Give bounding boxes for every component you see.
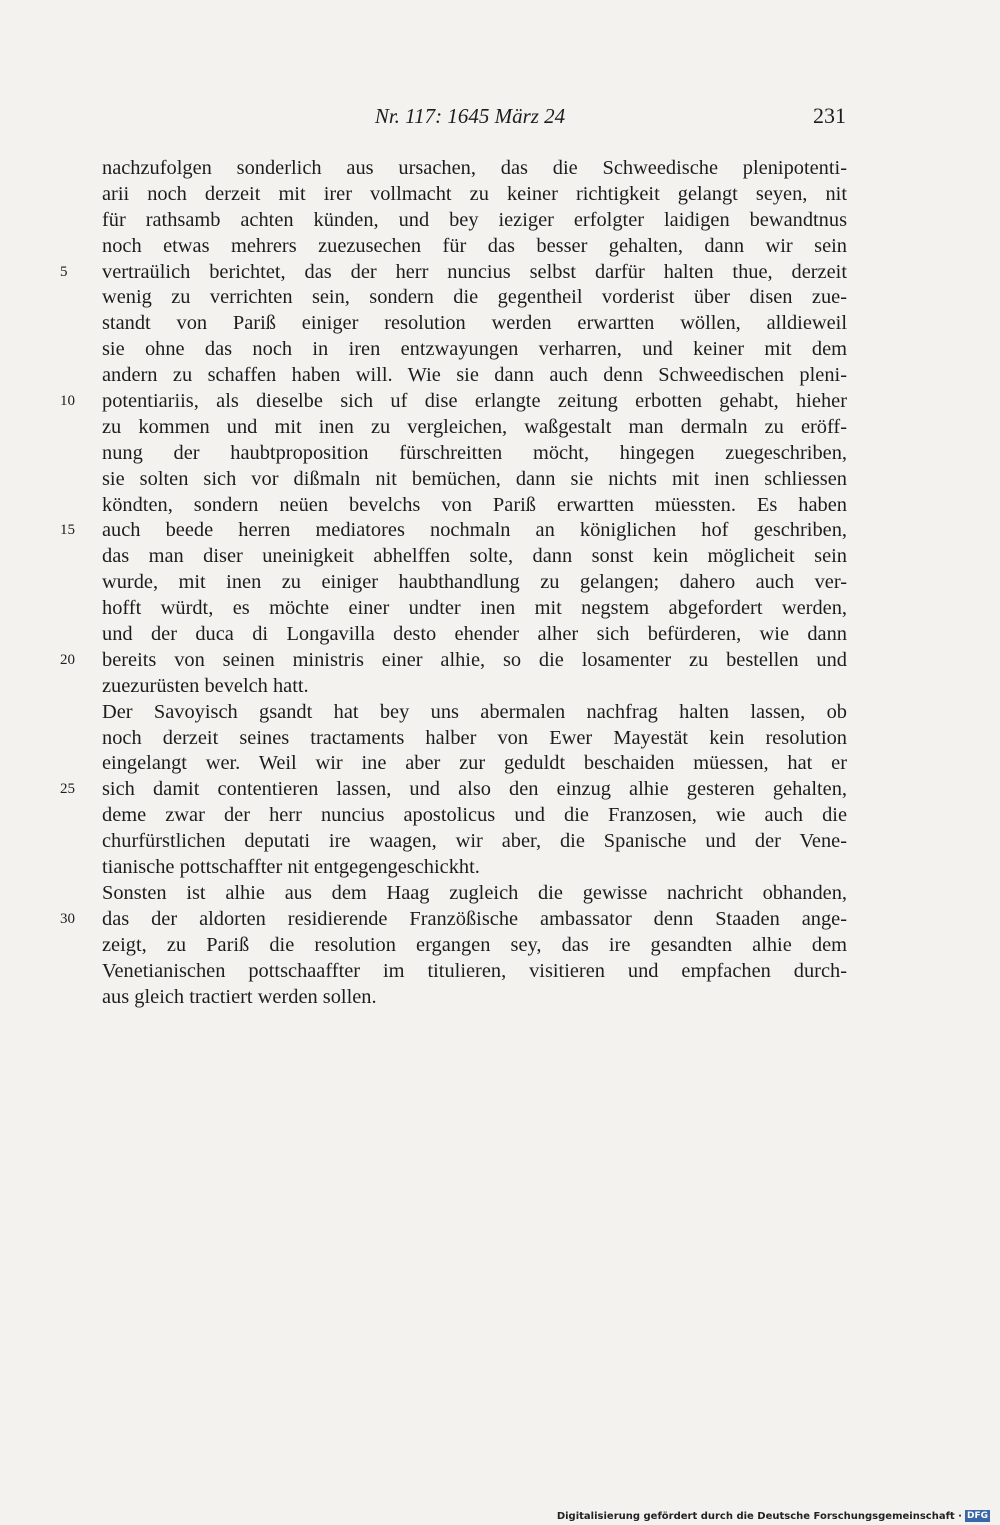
text-line	[0, 933, 1000, 959]
line-text: sie ohne das noch in iren entzwayungen verharren, und keiner mit dem	[102, 338, 847, 361]
text-line	[0, 726, 1000, 752]
line-number: 20	[60, 651, 75, 668]
text-line	[0, 881, 1000, 907]
text-line	[0, 985, 1000, 1011]
text-line	[0, 959, 1000, 985]
text-line	[0, 596, 1000, 622]
text-line	[0, 777, 1000, 803]
line-number: 30	[60, 910, 75, 927]
line-text: zuezurüsten bevelch hatt.	[102, 674, 309, 697]
line-text: andern zu schaffen haben will. Wie sie dann auch denn Schweedischen pleni-	[102, 364, 847, 387]
text-line	[0, 285, 1000, 311]
text-line	[0, 363, 1000, 389]
text-line	[0, 415, 1000, 441]
text-line	[0, 622, 1000, 648]
line-text: zeigt, zu Pariß die resolution ergangen sey, das ire gesandten alhie dem	[102, 933, 847, 956]
text-line	[0, 648, 1000, 674]
line-number: 25	[60, 781, 75, 798]
text-line	[0, 518, 1000, 544]
line-text: tianische pottschaffter nit entgegengeschickht.	[102, 856, 480, 879]
text-line	[0, 674, 1000, 700]
text-line	[0, 570, 1000, 596]
line-text: aus gleich tractiert werden sollen.	[102, 985, 377, 1008]
page-header	[0, 99, 1000, 133]
line-text: arii noch derzeit mit irer vollmacht zu keiner richtigkeit gelangt seyen, nit	[102, 182, 847, 205]
line-number: 15	[60, 522, 75, 539]
line-text: deme zwar der herr nuncius apostolicus und die Franzosen, wie auch die	[102, 804, 847, 827]
running-head: Nr. 117: 1645 März 24	[374, 104, 566, 128]
text-line	[0, 855, 1000, 881]
line-text: das man diser uneinigkeit abhelffen solte, dann sonst kein möglicheit sein	[102, 545, 847, 568]
line-text: auch beede herren mediatores nochmaln an königlichen hof geschriben,	[102, 519, 847, 542]
line-text: Sonsten ist alhie aus dem Haag zugleich die gewisse nachricht obhanden,	[102, 881, 847, 904]
line-text: köndten, sondern neüen bevelchs von Pariß erwartten müessten. Es haben	[102, 493, 847, 516]
text-line	[0, 182, 1000, 208]
text-line	[0, 700, 1000, 726]
text-line	[0, 389, 1000, 415]
line-text: nachzufolgen sonderlich aus ursachen, das die Schweedische plenipotenti-	[102, 157, 847, 179]
line-text: potentiariis, als dieselbe sich uf dise erlangte zeitung erbotten gehabt, hieher	[102, 390, 847, 413]
text-line	[0, 907, 1000, 933]
line-text: standt von Pariß einiger resolution werden erwartten wöllen, alldieweil	[102, 312, 847, 335]
text-line	[0, 544, 1000, 570]
line-text: hofft würdt, es möchte einer undter inen mit negstem abgefordert werden,	[102, 597, 847, 620]
text-line	[0, 803, 1000, 829]
body-text	[0, 156, 1000, 1010]
text-line	[0, 467, 1000, 493]
text-line	[0, 234, 1000, 260]
footer-credit-text: Digitalisierung gefördert durch die Deutsche Forschungsgemeinschaft ·	[556, 1510, 962, 1522]
line-text: vertraülich berichtet, das der herr nuncius selbst darfür halten thue, derzeit	[102, 260, 847, 283]
line-text: sich damit contentieren lassen, und also den einzug alhie gesteren gehalten,	[102, 778, 847, 801]
text-line	[0, 493, 1000, 519]
text-line	[0, 208, 1000, 234]
line-text: und der duca di Longavilla desto ehender alher sich befürderen, wie dann	[102, 623, 847, 646]
text-line	[0, 260, 1000, 286]
line-text: noch etwas mehrers zuezusechen für das besser gehalten, dann wir sein	[102, 234, 847, 257]
text-line	[0, 751, 1000, 777]
text-line	[0, 156, 1000, 182]
text-line	[0, 337, 1000, 363]
text-line	[0, 311, 1000, 337]
line-text: Der Savoyisch gsandt hat bey uns abermalen nachfrag halten lassen, ob	[102, 700, 847, 723]
line-text: nung der haubtproposition fürschreitten möcht, hingegen zuegeschriben,	[102, 441, 847, 464]
line-text: churfürstlichen deputati ire waagen, wir aber, die Spanische und der Vene-	[102, 830, 847, 853]
line-text: noch derzeit seines tractaments halber von Ewer Mayestät kein resolution	[102, 726, 847, 749]
line-text: eingelangt wer. Weil wir ine aber zur geduldt beschaiden müessen, hat er	[102, 752, 847, 775]
line-text: wenig zu verrichten sein, sondern die gegentheil vorderist über disen zue-	[102, 286, 847, 309]
text-line	[0, 829, 1000, 855]
page-number: 231	[813, 103, 846, 128]
dfg-logo: DFG	[966, 1511, 988, 1521]
line-text: für rathsamb achten künden, und bey ieziger erfolgter laidigen bewandtnus	[102, 208, 847, 231]
line-number: 5	[60, 263, 68, 280]
line-text: das der aldorten residierende Franzößische ambassator denn Staaden ange-	[102, 907, 847, 930]
footer-credit	[557, 1509, 990, 1523]
line-text: wurde, mit inen zu einiger haubthandlung zu gelangen; dahero auch ver-	[102, 571, 847, 594]
line-number: 10	[60, 393, 75, 410]
text-line	[0, 441, 1000, 467]
line-text: zu kommen und mit inen zu vergleichen, waßgestalt man dermaln zu eröff-	[102, 415, 847, 438]
line-text: bereits von seinen ministris einer alhie, so die losamenter zu bestellen und	[102, 648, 847, 671]
line-text: Venetianischen pottschaaffter im titulieren, visitieren und empfachen durch-	[102, 959, 847, 982]
line-text: sie solten sich vor dißmaln nit bemüchen, dann sie nichts mit inen schliessen	[102, 467, 847, 490]
